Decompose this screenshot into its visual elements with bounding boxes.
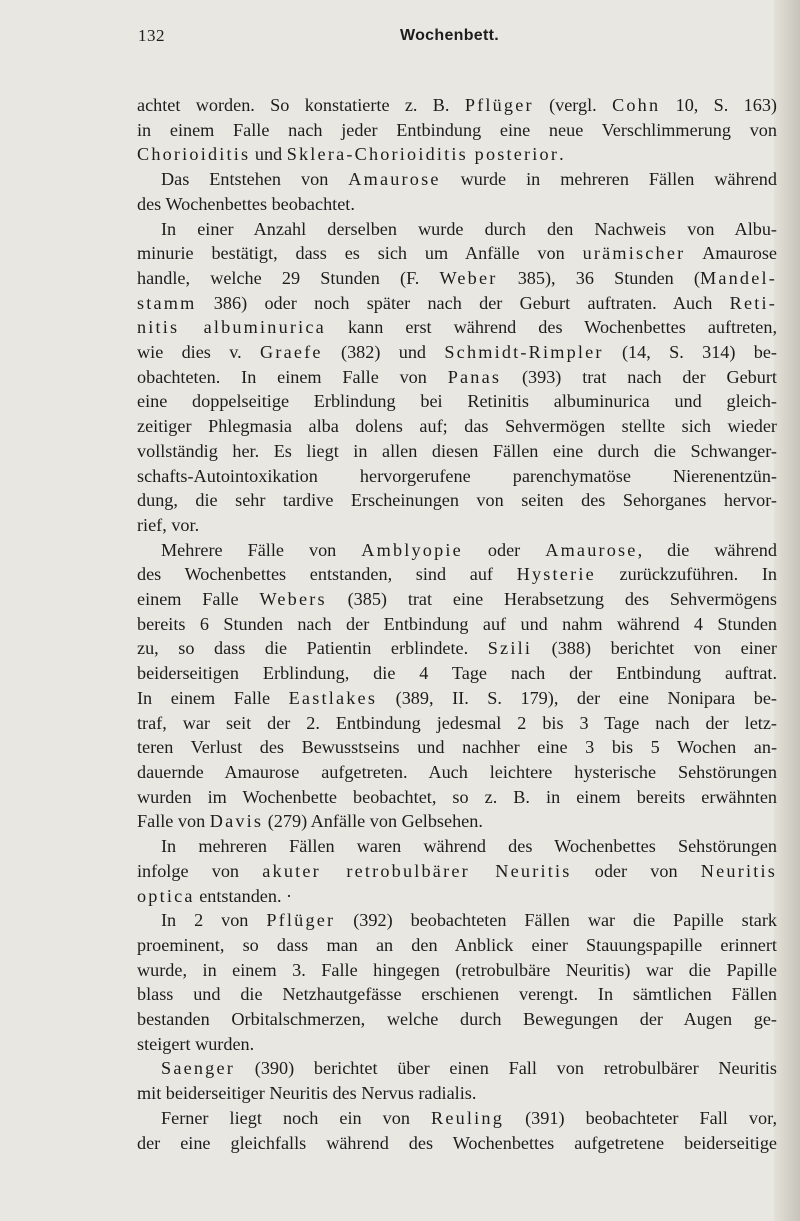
text-run: bereits 6 Stunden nach der Entbindung auf und nahm während 4 Stunden: [137, 613, 777, 634]
text-run: .: [559, 144, 564, 165]
text-run: (393) trat nach der Geburt: [501, 366, 777, 387]
text-run: (391) beobachteter Fall vor,: [504, 1107, 777, 1128]
text-run: achtet worden. So konstatierte z. B.: [137, 95, 465, 115]
text-line: [137, 711, 777, 736]
text-run: Mehrere Fälle von: [161, 539, 362, 560]
spaced-name: nitis albuminurica: [137, 317, 326, 338]
text-run: kann erst während des Wochenbettes auftreten,: [325, 317, 777, 338]
text-run: dauernde Amaurose aufgetreten. Auch leichtere hysterische Sehstörungen: [137, 761, 777, 782]
text-run: 385), 36 Stunden (: [497, 267, 700, 288]
spaced-name: Pflüger: [464, 95, 534, 115]
text-line: [137, 884, 777, 909]
text-run: dung, die sehr tardive Erscheinungen von seiten des Sehorganes hervor-: [137, 490, 777, 511]
text-line: [137, 562, 777, 587]
text-run: Ferner liegt noch ein von: [161, 1107, 432, 1128]
text-run: Falle von: [137, 811, 210, 832]
spaced-name: stamm: [137, 292, 197, 313]
text-line: [137, 859, 777, 884]
text-line: [137, 1007, 777, 1032]
text-run: infolge von: [137, 860, 263, 881]
text-run: der eine gleichfalls während des Wochenbettes aufgetretene beiderseitige: [137, 1132, 777, 1153]
text-run: bestanden Orbitalschmerzen, welche durch Bewegungen der Augen ge-: [137, 1009, 777, 1030]
text-run: (382) und: [322, 342, 445, 363]
text-run: In mehreren Fällen waren während des Wochenbettes Sehstörungen: [161, 836, 777, 857]
spaced-name: Schmidt-Rimpler: [444, 342, 604, 363]
text-run: entstanden. ·: [194, 885, 293, 906]
text-line: [137, 192, 777, 217]
text-line: [137, 1131, 777, 1156]
text-line: [137, 1106, 777, 1131]
spaced-name: Pflüger: [266, 910, 336, 931]
text-run: (390) berichtet über einen Fall von retrobulbärer Neuritis: [234, 1058, 777, 1079]
text-run: zurückzuführen. In: [595, 564, 777, 585]
text-run: des Wochenbettes beobachtet.: [137, 193, 355, 214]
text-run: und: [250, 144, 287, 165]
text-line: [137, 661, 777, 686]
text-run: oder von: [571, 860, 701, 881]
spaced-name: Panas: [447, 366, 502, 387]
text-line: [137, 908, 777, 933]
text-run: (388) berichtet von einer: [532, 638, 777, 659]
text-run: schafts-Autointoxikation hervorgerufene parenchymatöse Nierenentzün-: [137, 465, 777, 486]
text-run: zeitiger Phlegmasia alba dolens auf; das Sehvermögen stellte sich wieder: [137, 416, 777, 437]
spaced-name: Eastlakes: [288, 687, 378, 708]
text-line: [137, 1081, 777, 1106]
text-run: (vergl.: [533, 95, 613, 115]
spaced-name: Chorioiditis: [137, 144, 251, 165]
text-line: [137, 612, 777, 637]
text-run: (389, II. S. 179), der eine Nonipara be-: [377, 687, 777, 708]
text-run: wie dies v.: [137, 342, 261, 363]
text-run: einem Falle: [137, 589, 260, 610]
spaced-name: Amaurose: [545, 539, 638, 560]
spaced-name: urämischer: [582, 243, 686, 264]
spaced-name: Cohn: [612, 95, 661, 115]
text-line: [137, 785, 777, 810]
text-line: [137, 958, 777, 983]
text-run: 10, S. 163): [660, 95, 777, 115]
spaced-name: Amaurose: [348, 169, 441, 190]
text-run: wurde in mehreren Fällen während: [440, 169, 777, 190]
text-run: rief, vor.: [137, 514, 200, 535]
text-run: zu, so dass die Patientin erblindete.: [137, 638, 488, 659]
text-line: [137, 513, 777, 538]
text-run: teren Verlust des Bewusstseins und nachher eine 3 bis 5 Wochen an-: [137, 737, 777, 758]
spaced-name: Davis: [209, 811, 264, 832]
text-run: proeminent, so dass man an den Anblick einer Stauungspapille erinnert: [137, 934, 777, 955]
spaced-name: Reti-: [729, 292, 777, 313]
spaced-name: Neuritis: [700, 860, 777, 881]
text-line: [137, 315, 777, 340]
text-run: eine doppelseitige Erblindung bei Retinitis albuminurica und gleich-: [137, 391, 777, 412]
text-line: [137, 241, 777, 266]
spaced-name: Amblyopie: [361, 539, 463, 560]
text-line: [137, 340, 777, 365]
text-line: [137, 389, 777, 414]
text-run: In einer Anzahl derselben wurde durch den Nachweis von Albu-: [161, 218, 777, 239]
text-run: mit beiderseitiger Neuritis des Nervus radialis.: [137, 1083, 477, 1104]
text-line: [137, 291, 777, 316]
text-line: [137, 365, 777, 390]
text-run: Amaurose: [685, 243, 777, 264]
spaced-name: Weber: [439, 267, 498, 288]
text-line: [137, 217, 777, 242]
spaced-name: Mandel-: [699, 267, 777, 288]
text-line: [137, 587, 777, 612]
text-line: [137, 538, 777, 563]
text-run: steigert wurden.: [137, 1033, 255, 1054]
text-line: [137, 686, 777, 711]
text-run: In einem Falle: [137, 687, 289, 708]
text-run: (14, S. 314) be-: [603, 342, 777, 363]
text-line: [137, 1056, 777, 1081]
text-run: , die während: [637, 539, 777, 560]
spaced-name: Reuling: [431, 1107, 505, 1128]
text-line: [137, 735, 777, 760]
spaced-name: akuter retrobulbärer Neuritis: [262, 860, 572, 881]
text-run: oder: [462, 539, 546, 560]
text-run: beiderseitigen Erblindung, die 4 Tage nach der Entbindung auftrat.: [137, 663, 777, 684]
text-run: wurde, in einem 3. Falle hingegen (retrobulbäre Neuritis) war die Papille: [137, 959, 777, 980]
text-run: (385) trat eine Herabsetzung des Sehvermögens: [326, 589, 777, 610]
spaced-name: Hysterie: [516, 564, 596, 585]
spaced-name: optica: [137, 885, 195, 906]
text-line: [137, 93, 777, 118]
text-run: blass und die Netzhautgefässe erschienen verengt. In sämtlichen Fällen: [137, 984, 777, 1005]
text-line: [137, 266, 777, 291]
text-run: in einem Falle nach jeder Entbindung eine neue Verschlimmerung von: [137, 119, 777, 140]
text-line: [137, 933, 777, 958]
text-run: Das Entstehen von: [161, 169, 349, 190]
text-run: vollständig her. Es liegt in allen diesen Fällen eine durch die Schwanger-: [137, 440, 777, 461]
text-run: traf, war seit der 2. Entbindung jedesmal 2 bis 3 Tage nach der letz-: [137, 712, 777, 733]
spaced-name: Graefe: [260, 342, 323, 363]
text-line: [137, 439, 777, 464]
text-run: In 2 von: [161, 910, 267, 931]
text-line: [137, 414, 777, 439]
page-number: 132: [138, 26, 165, 45]
text-run: (392) beobachteten Fällen war die Papille stark: [335, 910, 777, 931]
text-line: [137, 142, 777, 167]
text-run: handle, welche 29 Stunden (F.: [137, 267, 440, 288]
spaced-name: Webers: [259, 589, 327, 610]
text-run: (279) Anfälle von Gelbsehen.: [263, 811, 483, 832]
page-edge-shadow: [774, 0, 800, 1221]
spaced-name: Szili: [487, 638, 533, 659]
text-run: minurie bestätigt, dass es sich um Anfälle von: [137, 243, 583, 264]
text-run: 386) oder noch später nach der Geburt auftraten. Auch: [196, 292, 730, 313]
text-line: [137, 118, 777, 143]
text-run: obachteten. In einem Falle von: [137, 366, 448, 387]
text-line: [137, 834, 777, 859]
text-line: [137, 488, 777, 513]
text-line: [137, 636, 777, 661]
text-line: [137, 982, 777, 1007]
body-text: [137, 93, 777, 1155]
text-run: wurden im Wochenbette beobachtet, so z. B. in einem bereits erwähnten: [137, 786, 777, 807]
spaced-name: Sklera-Chorioiditis posterior: [286, 144, 560, 165]
text-line: [137, 167, 777, 192]
running-title: Wochenbett.: [400, 27, 500, 44]
text-line: [137, 809, 777, 834]
text-line: [137, 1032, 777, 1057]
text-run: des Wochenbettes entstanden, sind auf: [137, 564, 517, 585]
spaced-name: Saenger: [161, 1058, 235, 1079]
text-line: [137, 464, 777, 489]
text-line: [137, 760, 777, 785]
